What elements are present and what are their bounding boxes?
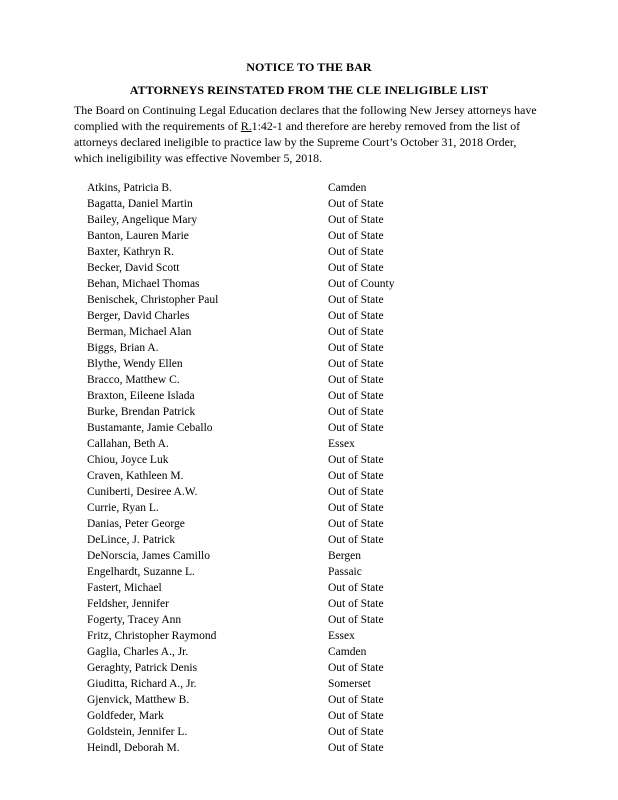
attorney-row xyxy=(87,182,507,198)
attorney-name: Banton, Lauren Marie xyxy=(87,230,189,242)
attorney-location: Out of State xyxy=(328,230,384,242)
attorney-name: Gaglia, Charles A., Jr. xyxy=(87,646,189,658)
attorney-location: Out of State xyxy=(328,294,384,306)
attorney-location: Out of County xyxy=(328,278,395,290)
attorney-location: Out of State xyxy=(328,342,384,354)
attorney-row xyxy=(87,198,507,214)
attorney-row xyxy=(87,582,507,598)
attorney-row xyxy=(87,326,507,342)
attorney-name: Bagatta, Daniel Martin xyxy=(87,198,193,210)
attorney-name: Gjenvick, Matthew B. xyxy=(87,694,190,706)
attorney-row xyxy=(87,262,507,278)
attorney-row xyxy=(87,662,507,678)
attorney-name: Fritz, Christopher Raymond xyxy=(87,630,217,642)
attorney-row xyxy=(87,518,507,534)
attorney-name: Goldfeder, Mark xyxy=(87,710,164,722)
attorney-name: Biggs, Brian A. xyxy=(87,342,159,354)
attorney-row xyxy=(87,294,507,310)
attorney-location: Out of State xyxy=(328,470,384,482)
attorney-location: Out of State xyxy=(328,214,384,226)
attorney-row xyxy=(87,614,507,630)
attorney-location: Out of State xyxy=(328,502,384,514)
attorney-location: Camden xyxy=(328,182,367,194)
attorney-row xyxy=(87,550,507,566)
attorney-row xyxy=(87,342,507,358)
attorney-name: DeNorscia, James Camillo xyxy=(87,550,210,562)
page-subtitle: ATTORNEYS REINSTATED FROM THE CLE INELIGIBLE LIST xyxy=(129,83,489,97)
attorney-row xyxy=(87,470,507,486)
attorney-location: Out of State xyxy=(328,614,384,626)
attorney-location: Out of State xyxy=(328,422,384,434)
attorney-name: Baxter, Kathryn R. xyxy=(87,246,175,258)
attorney-location: Camden xyxy=(328,646,367,658)
attorney-row xyxy=(87,566,507,582)
attorney-name: Giuditta, Richard A., Jr. xyxy=(87,678,197,690)
attorney-row xyxy=(87,598,507,614)
attorney-location: Out of State xyxy=(328,246,384,258)
attorney-name: Currie, Ryan L. xyxy=(87,502,159,514)
attorney-name: Bracco, Matthew C. xyxy=(87,374,180,386)
attorney-name: Engelhardt, Suzanne L. xyxy=(87,566,195,578)
attorney-row xyxy=(87,678,507,694)
attorney-row xyxy=(87,438,507,454)
attorney-location: Out of State xyxy=(328,326,384,338)
attorney-location: Out of State xyxy=(328,694,384,706)
attorney-row xyxy=(87,278,507,294)
attorney-row xyxy=(87,246,507,262)
attorney-name: Berger, David Charles xyxy=(87,310,190,322)
attorney-name: Chiou, Joyce Luk xyxy=(87,454,169,466)
attorney-name: Geraghty, Patrick Denis xyxy=(87,662,198,674)
attorney-name: Berman, Michael Alan xyxy=(87,326,192,338)
attorney-location: Out of State xyxy=(328,518,384,530)
attorney-row xyxy=(87,310,507,326)
attorney-row xyxy=(87,214,507,230)
attorney-row xyxy=(87,502,507,518)
attorney-row xyxy=(87,358,507,374)
attorney-row xyxy=(87,534,507,550)
attorney-row xyxy=(87,406,507,422)
attorney-row xyxy=(87,742,507,758)
rule-citation: R. xyxy=(240,119,252,133)
attorney-name: Becker, David Scott xyxy=(87,262,180,274)
attorney-location: Out of State xyxy=(328,582,384,594)
attorney-location: Out of State xyxy=(328,198,384,210)
attorney-name: Braxton, Eileene Islada xyxy=(87,390,195,402)
attorney-location: Out of State xyxy=(328,262,384,274)
attorney-location: Out of State xyxy=(328,358,384,370)
attorney-location: Out of State xyxy=(328,710,384,722)
attorney-location: Out of State xyxy=(328,454,384,466)
attorney-row xyxy=(87,710,507,726)
attorney-location: Out of State xyxy=(328,390,384,402)
attorney-name: Burke, Brendan Patrick xyxy=(87,406,196,418)
attorney-row xyxy=(87,454,507,470)
page-title: NOTICE TO THE BAR xyxy=(246,60,372,74)
attorney-row xyxy=(87,726,507,742)
attorney-location: Out of State xyxy=(328,726,384,738)
attorney-row xyxy=(87,486,507,502)
attorney-row xyxy=(87,374,507,390)
attorney-row xyxy=(87,390,507,406)
attorney-name: Behan, Michael Thomas xyxy=(87,278,200,290)
attorney-name: DeLince, J. Patrick xyxy=(87,534,176,546)
attorney-location: Passaic xyxy=(328,566,362,578)
attorney-location: Essex xyxy=(328,438,355,450)
attorney-location: Out of State xyxy=(328,598,384,610)
attorney-name: Feldsher, Jennifer xyxy=(87,598,169,610)
attorney-row xyxy=(87,646,507,662)
attorney-location: Out of State xyxy=(328,374,384,386)
attorney-row xyxy=(87,630,507,646)
attorney-location: Somerset xyxy=(328,678,371,690)
intro-text-start: The Board on Continuing Legal Education declares that the following New Jersey attorneys have complied with the requirements of xyxy=(74,103,537,133)
attorney-name: Benischek, Christopher Paul xyxy=(87,294,219,306)
attorney-location: Out of State xyxy=(328,662,384,674)
attorney-location: Bergen xyxy=(328,550,362,562)
attorney-name: Blythe, Wendy Ellen xyxy=(87,358,183,370)
attorney-location: Out of State xyxy=(328,534,384,546)
intro-paragraph xyxy=(74,102,548,166)
attorney-name: Craven, Kathleen M. xyxy=(87,470,184,482)
attorney-row xyxy=(87,230,507,246)
attorney-name: Heindl, Deborah M. xyxy=(87,742,180,754)
attorney-list xyxy=(87,182,507,758)
attorney-row xyxy=(87,422,507,438)
attorney-name: Fogerty, Tracey Ann xyxy=(87,614,182,626)
attorney-location: Out of State xyxy=(328,310,384,322)
attorney-name: Danias, Peter George xyxy=(87,518,185,530)
attorney-name: Goldstein, Jennifer L. xyxy=(87,726,188,738)
attorney-location: Out of State xyxy=(328,486,384,498)
intro-text-end: 1:42-1 and therefore are hereby removed from the list of attorneys declared ineligible to practice law by the Supreme Court’s October 31, 2018 Order, which ineligibility was effective November 5, 2018. xyxy=(74,119,521,165)
attorney-name: Bailey, Angelique Mary xyxy=(87,214,198,226)
attorney-location: Out of State xyxy=(328,406,384,418)
attorney-name: Callahan, Beth A. xyxy=(87,438,169,450)
attorney-row xyxy=(87,694,507,710)
attorney-name: Cuniberti, Desiree A.W. xyxy=(87,486,198,498)
attorney-name: Atkins, Patricia B. xyxy=(87,182,172,194)
attorney-location: Essex xyxy=(328,630,355,642)
attorney-location: Out of State xyxy=(328,742,384,754)
attorney-name: Fastert, Michael xyxy=(87,582,162,594)
attorney-name: Bustamante, Jamie Ceballo xyxy=(87,422,213,434)
